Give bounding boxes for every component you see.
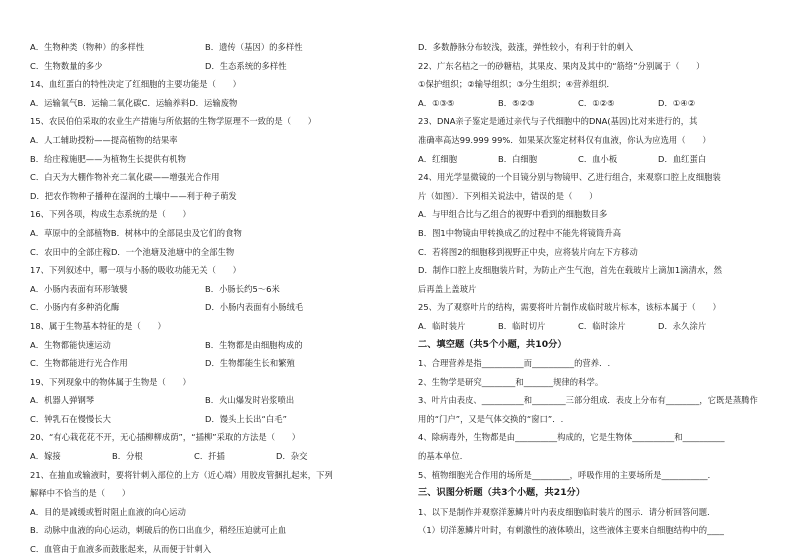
diagram-q1-sub1: （1）切洋葱鳞片叶时，有刺激性的液体喷出，这些液体主要来自细胞结构中的____: [418, 525, 724, 536]
fill-q3-line2: 用的“门户”，又是气体交换的“窗口”．.: [418, 413, 564, 424]
q25-option-d: D．永久涂片: [658, 320, 707, 331]
q16-option-cd: C．农田中的全部庄稼D．一个池塘及池塘中的全部生物: [30, 246, 235, 257]
q18-option-b: B．生物都是由细胞构成的: [205, 339, 303, 350]
q17-option-a: A．小肠内表面有环形皱襞: [30, 283, 128, 294]
q22-stem: 22、广东名桔之一的砂糖桔，其果皮、果肉及其中的“筋络”分别属于（ ）: [418, 60, 705, 71]
q15-option-b: B．给庄稼施肥——为植物生长提供有机物: [30, 153, 186, 164]
q21-stem-line2: 解释中不恰当的是（ ）: [30, 488, 131, 499]
q13-option-c: C．生物数量的多少: [30, 60, 103, 71]
q21-option-b: B．动脉中血液的向心运动，刺破后的伤口出血少，稍经压迫就可止血: [30, 525, 287, 536]
q25-option-a: A．临时装片: [418, 320, 466, 331]
q20-stem: 20、“有心栽花花不开，无心插柳柳成荫”，“插柳”采取的方法是（ ）: [30, 432, 301, 443]
q19-option-a: A．机器人弹钢琴: [30, 395, 95, 406]
q17-stem: 17、下列叙述中，哪一项与小肠的吸收功能无关（ ）: [30, 265, 241, 276]
q20-option-a: A．嫁接: [30, 451, 61, 462]
q19-options-cd: [30, 410, 392, 429]
q24-stem-line1: 24、用光学显微镜的一个目镜分别与物镜甲、乙进行组合，来观察口腔上皮细胞装: [418, 172, 721, 183]
q24-option-b: B．图1中物镜由甲转换成乙的过程中不能先将镜筒升高: [418, 227, 622, 238]
q15-option-a: A．人工辅助授粉——提高植物的结果率: [30, 134, 178, 145]
q17-options-ab: [30, 280, 392, 299]
q25-options: [418, 317, 778, 336]
fill-q5: 5、植物细胞光合作用的场所是_________，呼吸作用的主要场所是___________．: [418, 469, 716, 480]
q25-option-b: B．临时切片: [498, 320, 546, 331]
q17-option-b: B．小肠长约5～6米: [205, 283, 280, 294]
fill-q4-line2: 的基本单位．: [418, 451, 469, 462]
fill-q1: 1、合理营养是指__________而__________的营养．.: [418, 358, 611, 369]
q22-tissues: ①保护组织；②输导组织；③分生组织；④营养组织．: [418, 79, 615, 90]
q23-option-b: B．白细胞: [498, 153, 538, 164]
q15-option-c: C．白天为大棚作物补充二氧化碳——增强光合作用: [30, 172, 220, 183]
q13-option-a: A．生物种类（物种）的多样性: [30, 42, 145, 52]
q24-option-a: A．与甲组合比与乙组合的视野中看到的细胞数目多: [418, 209, 608, 220]
q22-option-d: D．①④②: [658, 97, 696, 108]
q17-option-d: D．小肠内表面有小肠绒毛: [205, 302, 304, 313]
q15-stem: 15、农民伯伯采取的农业生产措施与所依据的生物学原理不一致的是（ ）: [30, 116, 317, 127]
q18-options-ab: [30, 336, 392, 355]
q20-option-c: C．扦插: [194, 451, 225, 462]
q14-stem: 14、血红蛋白的特性决定了红细胞的主要功能是（ ）: [30, 79, 241, 90]
q23-options: [418, 150, 778, 169]
q17-options-cd: [30, 298, 392, 317]
q18-option-d: D．生物都能生长和繁殖: [205, 358, 295, 369]
q19-option-b: B．火山爆发时岩浆喷出: [205, 395, 295, 406]
q22-option-a: A．①③⑤: [418, 97, 455, 108]
q17-option-c: C．小肠内有多种消化酶: [30, 302, 120, 313]
q16-option-ab: A．草原中的全部植物B．树林中的全部昆虫及它们的食物: [30, 227, 242, 238]
diagram-q1: 1、以下是制作并观察洋葱鳞片叶内表皮细胞临时装片的图示．请分析回答问题．: [418, 506, 716, 517]
q23-option-a: A．红细胞: [418, 153, 458, 164]
q23-stem-line1: 23、DNA亲子鉴定是通过亲代与子代细胞中的DNA(基因)比对来进行的，其: [418, 116, 698, 127]
q16-stem: 16、下列各项，构成生态系统的是（ ）: [30, 209, 191, 220]
fill-q4-line1: 4、除病毒外，生物都是由__________构成的，它是生物体__________和__________: [418, 432, 725, 443]
q18-option-c: C．生物都能进行光合作用: [30, 358, 128, 369]
q25-option-c: C．临时涂片: [578, 320, 626, 331]
q21-stem-line1: 21、在抽血或输液时，要将针刺入部位的上方（近心端）用胶皮管捆扎起来，下列: [30, 469, 333, 480]
q24-option-d-line2: 后再盖上盖玻片: [418, 283, 477, 294]
q18-option-a: A．生物都能快速运动: [30, 339, 111, 350]
q23-option-c: C．血小板: [578, 153, 618, 164]
q24-option-c: C．若将图2的细胞移到视野正中央，应将装片向左下方移动: [418, 246, 638, 257]
q13-option-b: B．遗传（基因）的多样性: [205, 42, 303, 52]
q23-option-d: D．血红蛋白: [658, 153, 707, 164]
q22-option-b: B．⑤②③: [498, 97, 535, 108]
q18-stem: 18、属于生物基本特征的是（ ）: [30, 320, 166, 331]
q13-option-d: D．生态系统的多样性: [205, 60, 287, 71]
right-column: [418, 38, 778, 540]
q20-option-b: B．分根: [112, 451, 143, 462]
q18-options-cd: [30, 354, 392, 373]
q22-options: [418, 94, 778, 113]
q19-options-ab: [30, 391, 392, 410]
q21-option-a: A．目的是减缓或暂时阻止血液的向心运动: [30, 506, 186, 517]
q21-option-c: C．血管由于血液多而鼓胀起来，从而便于针刺入: [30, 544, 212, 555]
section-fill-blank-title: 二、填空题（共5个小题，共10分）: [418, 338, 567, 350]
q13-options-ab: [30, 38, 392, 57]
q14-options: A．运输氧气B．运输二氧化碳C．运输养料D．运输废物: [30, 97, 238, 108]
fill-q3-line1: 3、叶片由表皮、__________和________三部分组成．表皮上分布有________，它既是蒸腾作: [418, 395, 758, 406]
fill-q2: 2、生物学是研究________和_______规律的科学。: [418, 376, 604, 387]
left-column: [30, 38, 392, 559]
q22-option-c: C．①②⑤: [578, 97, 615, 108]
q19-option-c: C．钟乳石在慢慢长大: [30, 413, 111, 424]
q20-option-d: D．杂交: [276, 451, 308, 462]
q13-options-cd: [30, 57, 392, 76]
section-diagram-title: 三、识图分析题（共3个小题，共21分）: [418, 487, 586, 499]
q19-stem: 19、下列现象中的物体属于生物是（ ）: [30, 376, 191, 387]
q20-options: [30, 447, 392, 466]
q25-stem: 25、为了观察叶片的结构，需要将叶片制作成临时玻片标本，该标本属于（ ）: [418, 302, 721, 313]
q21-option-d: D．多数静脉分布较浅，鼓涨，弹性较小，有利于针的刺入: [418, 42, 634, 52]
q24-stem-line2: 片（如图）．下列相关说法中，错误的是（ ）: [418, 190, 598, 201]
q24-option-d-line1: D．制作口腔上皮细胞装片时，为防止产生气泡，首先在载玻片上滴加1滴清水，然: [418, 265, 722, 276]
q15-option-d: D．把农作物种子播种在湿润的土壤中——利于种子萌发: [30, 190, 237, 201]
q19-option-d: D．馒头上长出“白毛”: [205, 413, 287, 424]
q23-stem-line2: 准确率高达99.999 99%．如果某次鉴定材料仅有血液，你认为应选用（ ）: [418, 134, 711, 145]
